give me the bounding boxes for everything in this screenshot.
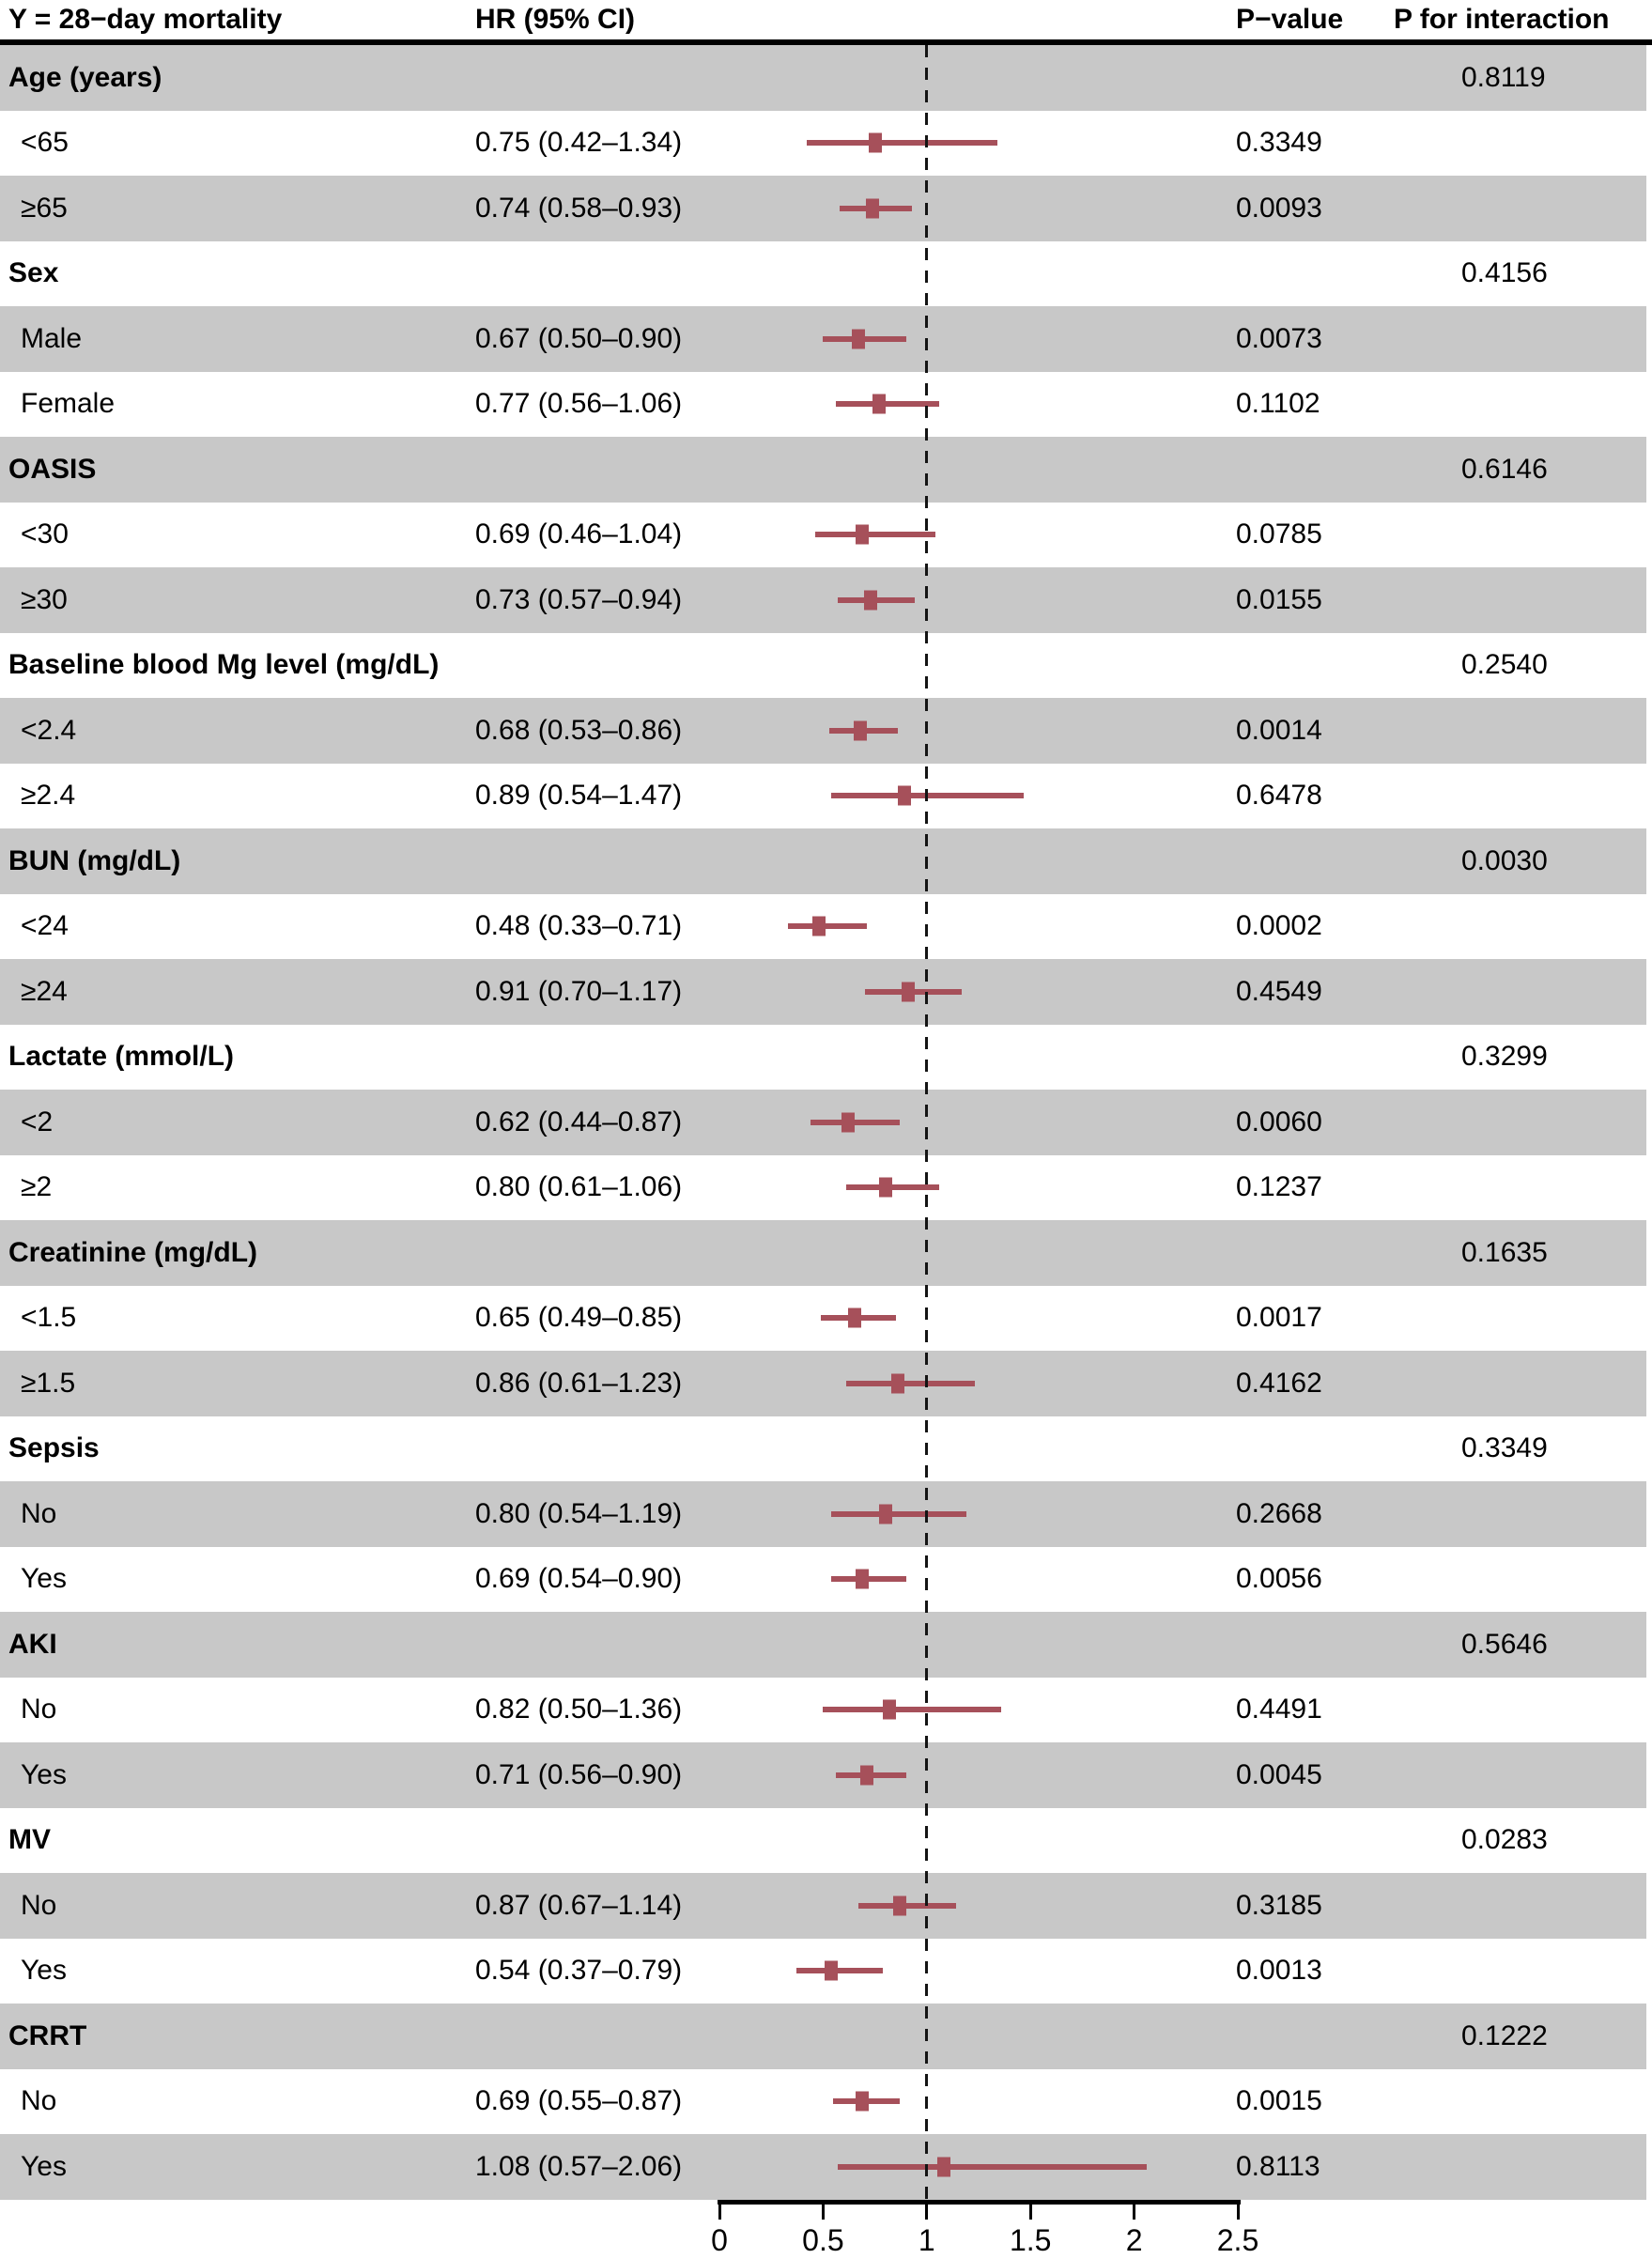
forest-rows (0, 45, 1652, 2200)
ci-line (807, 140, 997, 146)
row-label: Male (21, 322, 83, 354)
row-label: No (21, 1694, 57, 1725)
row-label: BUN (mg/dL) (8, 844, 181, 876)
subgroup-row (0, 698, 1646, 764)
p-value: 0.0002 (1236, 910, 1322, 942)
row-label: <2.4 (21, 714, 77, 746)
p-value: 0.0014 (1236, 714, 1322, 746)
row-label: MV (8, 1824, 51, 1856)
hr-marker (893, 1895, 906, 1915)
x-axis-line (718, 2200, 1241, 2205)
hr-ci-text: 0.68 (0.53–0.86) (475, 714, 683, 746)
ci-line (836, 401, 939, 407)
subgroup-row (0, 2069, 1646, 2135)
subgroup-row (0, 111, 1646, 177)
hr-ci-text: 1.08 (0.57–2.06) (475, 2150, 683, 2182)
subgroup-row (0, 1155, 1646, 1221)
subgroup-row (0, 1481, 1646, 1547)
hr-marker (898, 786, 911, 806)
row-label: Age (years) (8, 61, 162, 93)
row-label: Sepsis (8, 1432, 100, 1464)
p-value: 0.0056 (1236, 1563, 1322, 1595)
hr-ci-text: 0.77 (0.56–1.06) (475, 388, 683, 420)
ci-line (838, 2164, 1147, 2170)
p-interaction-value: 0.6146 (1461, 453, 1548, 485)
p-interaction-value: 0.0283 (1461, 1824, 1548, 1856)
row-label: <30 (21, 518, 69, 550)
subgroup-row (0, 1286, 1646, 1352)
row-label: Yes (21, 1563, 67, 1595)
row-label: <65 (21, 127, 69, 159)
p-value: 0.0013 (1236, 1955, 1322, 1987)
category-row (0, 633, 1646, 699)
x-axis-tick-label: 1.5 (1009, 2223, 1052, 2257)
category-row (0, 241, 1646, 307)
hr-ci-text: 0.82 (0.50–1.36) (475, 1694, 683, 1725)
p-interaction-value: 0.2540 (1461, 649, 1548, 681)
p-value: 0.2668 (1236, 1497, 1322, 1529)
hr-ci-text: 0.71 (0.56–0.90) (475, 1758, 683, 1790)
hr-marker (812, 917, 826, 936)
hr-marker (879, 1178, 892, 1198)
x-axis-tick (1237, 2200, 1240, 2220)
x-axis-tick-label: 1 (918, 2223, 935, 2257)
p-value: 0.0155 (1236, 583, 1322, 615)
p-interaction-value: 0.8119 (1461, 61, 1546, 93)
x-axis-tick (718, 2200, 721, 2220)
p-interaction-value: 0.1222 (1461, 2019, 1548, 2051)
subgroup-row (0, 894, 1646, 960)
subgroup-row (0, 372, 1646, 438)
hr-marker (856, 2092, 869, 2112)
x-axis-tick-label: 0.5 (802, 2223, 844, 2257)
hr-marker (937, 2157, 950, 2176)
subgroup-row (0, 306, 1646, 372)
hr-marker (854, 720, 867, 740)
category-row (0, 1612, 1646, 1678)
hr-ci-text: 0.65 (0.49–0.85) (475, 1302, 683, 1334)
row-label: <1.5 (21, 1302, 77, 1334)
ci-line (823, 1707, 1001, 1712)
row-label: Creatinine (mg/dL) (8, 1236, 258, 1268)
hr-marker (902, 982, 915, 1001)
hr-marker (866, 198, 879, 218)
row-label: No (21, 2085, 57, 2117)
column-header-hr-ci: HR (95% CI) (475, 4, 636, 35)
category-row (0, 1025, 1646, 1091)
x-axis (0, 2200, 1652, 2259)
p-interaction-value: 0.1635 (1461, 1236, 1548, 1268)
row-label: Yes (21, 1955, 67, 1987)
p-interaction-value: 0.5646 (1461, 1628, 1548, 1660)
row-label: No (21, 1889, 57, 1921)
p-value: 0.0073 (1236, 322, 1322, 354)
x-axis-tick (1133, 2200, 1135, 2220)
row-label: <2 (21, 1106, 54, 1137)
subgroup-row (0, 503, 1646, 568)
subgroup-row (0, 1090, 1646, 1155)
row-label: ≥24 (21, 975, 68, 1007)
row-label: Yes (21, 1758, 67, 1790)
hr-ci-text: 0.73 (0.57–0.94) (475, 583, 683, 615)
subgroup-row (0, 959, 1646, 1025)
hr-ci-text: 0.80 (0.61–1.06) (475, 1171, 683, 1203)
hr-marker (891, 1373, 904, 1393)
ci-line (831, 1511, 966, 1517)
category-row (0, 1220, 1646, 1286)
p-value: 0.3185 (1236, 1889, 1322, 1921)
p-value: 0.0093 (1236, 192, 1322, 224)
x-axis-tick-label: 0 (711, 2223, 728, 2257)
category-row (0, 1808, 1646, 1874)
hr-marker (872, 395, 886, 414)
ci-line (815, 532, 935, 537)
x-axis-tick-label: 2.5 (1216, 2223, 1259, 2257)
subgroup-row (0, 176, 1646, 241)
hr-marker (848, 1308, 861, 1328)
hr-ci-text: 0.69 (0.54–0.90) (475, 1563, 683, 1595)
hr-ci-text: 0.87 (0.67–1.14) (475, 1889, 683, 1921)
x-axis-tick (925, 2200, 928, 2220)
hr-ci-text: 0.91 (0.70–1.17) (475, 975, 683, 1007)
p-value: 0.1102 (1236, 388, 1320, 420)
row-label: No (21, 1497, 57, 1529)
p-value: 0.0015 (1236, 2085, 1322, 2117)
ci-line (796, 1968, 884, 1973)
subgroup-row (0, 567, 1646, 633)
hr-marker (856, 1570, 869, 1589)
hr-marker (825, 1961, 838, 1981)
hr-ci-text: 0.54 (0.37–0.79) (475, 1955, 683, 1987)
reference-line (925, 45, 928, 2200)
x-axis-tick (1029, 2200, 1032, 2220)
subgroup-row (0, 2134, 1646, 2200)
hr-marker (883, 1700, 896, 1720)
p-value: 0.4549 (1236, 975, 1322, 1007)
row-label: Female (21, 388, 116, 420)
hr-ci-text: 0.69 (0.55–0.87) (475, 2085, 683, 2117)
hr-ci-text: 0.89 (0.54–1.47) (475, 780, 683, 812)
ci-line (846, 1381, 975, 1386)
row-label: Sex (8, 257, 59, 289)
hr-marker (879, 1504, 892, 1524)
ci-line (858, 1903, 956, 1909)
row-label: ≥1.5 (21, 1367, 76, 1399)
p-value: 0.0060 (1236, 1106, 1322, 1137)
p-value: 0.0045 (1236, 1758, 1322, 1790)
p-interaction-value: 0.3299 (1461, 1041, 1548, 1073)
header-row (0, 0, 1652, 39)
subgroup-row (0, 1678, 1646, 1743)
p-value: 0.0785 (1236, 518, 1322, 550)
x-axis-tick-label: 2 (1125, 2223, 1143, 2257)
p-value: 0.1237 (1236, 1171, 1322, 1203)
row-label: OASIS (8, 453, 97, 485)
p-value: 0.4162 (1236, 1367, 1322, 1399)
column-header-p-value: P−value (1236, 4, 1344, 35)
column-header-p-interaction: P for interaction (1394, 4, 1610, 35)
hr-marker (841, 1112, 855, 1132)
hr-ci-text: 0.75 (0.42–1.34) (475, 127, 683, 159)
p-value: 0.6478 (1236, 780, 1322, 812)
hr-marker (864, 590, 877, 610)
p-value: 0.0017 (1236, 1302, 1322, 1334)
subgroup-row (0, 1742, 1646, 1808)
row-label: Baseline blood Mg level (mg/dL) (8, 649, 440, 681)
p-interaction-value: 0.4156 (1461, 257, 1548, 289)
p-value: 0.4491 (1236, 1694, 1322, 1725)
hr-ci-text: 0.86 (0.61–1.23) (475, 1367, 683, 1399)
row-label: ≥30 (21, 583, 68, 615)
hr-ci-text: 0.74 (0.58–0.93) (475, 192, 683, 224)
hr-marker (860, 1765, 873, 1785)
hr-marker (852, 329, 865, 348)
subgroup-row (0, 1939, 1646, 2004)
p-interaction-value: 0.3349 (1461, 1432, 1548, 1464)
hr-marker (869, 133, 882, 153)
category-row (0, 1416, 1646, 1482)
hr-ci-text: 0.48 (0.33–0.71) (475, 910, 683, 942)
subgroup-row (0, 1547, 1646, 1613)
category-row (0, 2004, 1646, 2069)
subgroup-row (0, 1351, 1646, 1416)
row-label: Yes (21, 2150, 67, 2182)
category-row (0, 45, 1646, 111)
column-header-subgroup: Y = 28−day mortality (8, 4, 283, 35)
subgroup-row (0, 764, 1646, 829)
row-label: AKI (8, 1628, 57, 1660)
hr-ci-text: 0.69 (0.46–1.04) (475, 518, 683, 550)
row-label: <24 (21, 910, 69, 942)
p-value: 0.3349 (1236, 127, 1322, 159)
x-axis-tick (822, 2200, 825, 2220)
subgroup-row (0, 1873, 1646, 1939)
category-row (0, 437, 1646, 503)
p-value: 0.8113 (1236, 2150, 1320, 2182)
row-label: ≥2 (21, 1171, 53, 1203)
ci-line (811, 1120, 900, 1125)
row-label: CRRT (8, 2019, 87, 2051)
hr-ci-text: 0.67 (0.50–0.90) (475, 322, 683, 354)
row-label: Lactate (mmol/L) (8, 1041, 235, 1073)
row-label: ≥2.4 (21, 780, 76, 812)
row-label: ≥65 (21, 192, 68, 224)
hr-ci-text: 0.80 (0.54–1.19) (475, 1497, 683, 1529)
hr-marker (856, 525, 869, 545)
ci-line (788, 923, 867, 929)
p-interaction-value: 0.0030 (1461, 844, 1548, 876)
category-row (0, 828, 1646, 894)
hr-ci-text: 0.62 (0.44–0.87) (475, 1106, 683, 1137)
